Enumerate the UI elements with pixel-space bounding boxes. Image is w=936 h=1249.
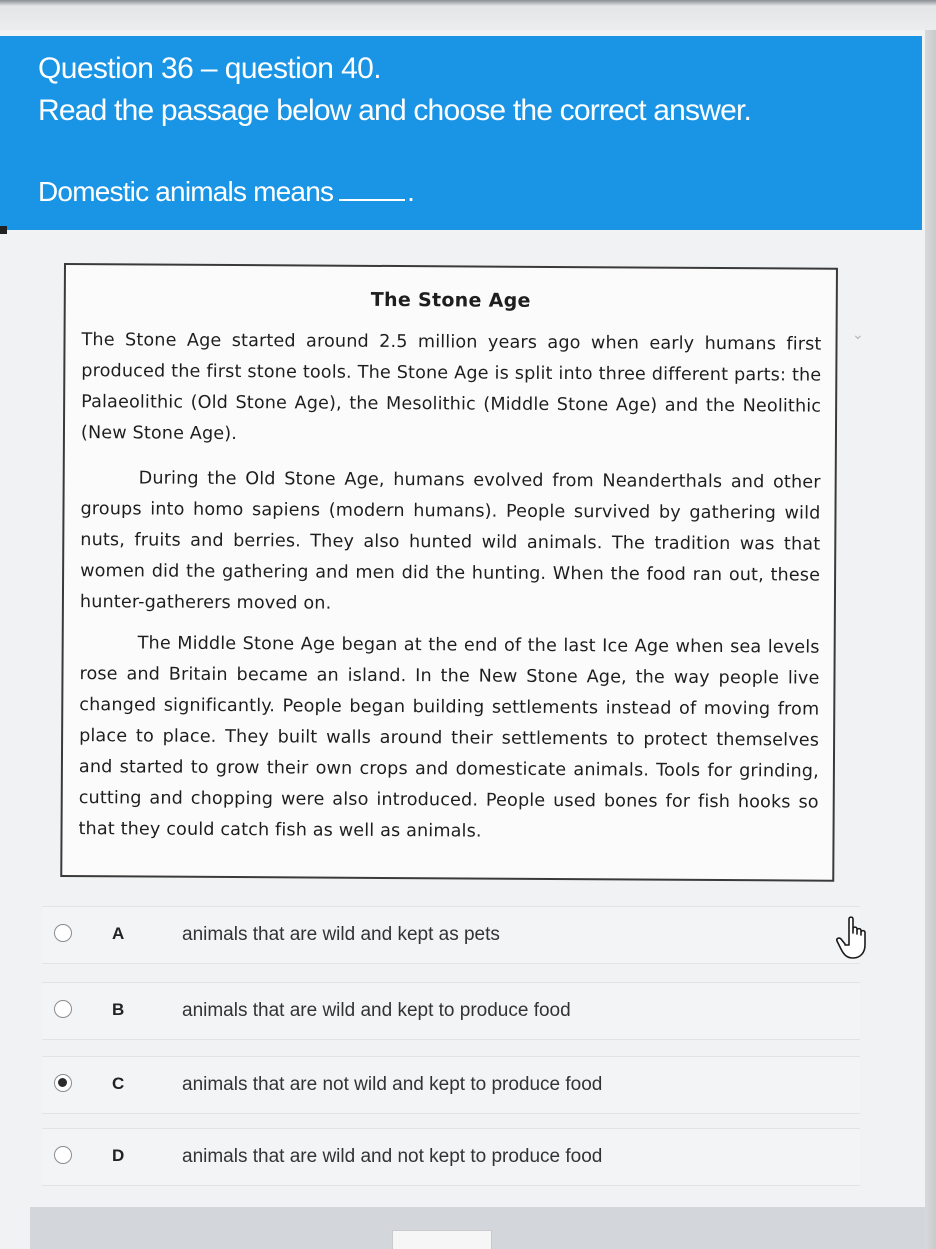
- question-prompt-text: Domestic animals means: [38, 176, 334, 207]
- hand-pointer-icon: [835, 915, 875, 961]
- option-d[interactable]: [42, 1128, 860, 1186]
- option-c-letter: C: [112, 1074, 125, 1093]
- option-b[interactable]: [42, 982, 860, 1040]
- answer-blank: [339, 177, 405, 201]
- option-b-letter: B: [112, 1000, 125, 1019]
- option-a-letter: A: [112, 924, 125, 943]
- reading-passage: [60, 263, 838, 882]
- option-a[interactable]: [42, 906, 860, 964]
- question-range: Question 36 – question 40.: [38, 52, 381, 85]
- option-a-text: animals that are wild and kept as pets: [182, 924, 500, 945]
- window-edge: [925, 30, 936, 1249]
- scroll-hint-icon: ⌄: [852, 327, 864, 343]
- passage-paragraph-2: During the Old Stone Age, humans evolved from Neanderthals and other groups into homo sapiens (modern humans). People survived by gathering wild nuts, fruits and berries. They also hunted wild animals. The tradition was that women did the gathering and men did the hunting. When the food ran out, these hunter-gatherers moved on.: [79, 468, 821, 614]
- option-c-text: animals that are not wild and kept to produce food: [182, 1074, 603, 1095]
- question-header: [0, 36, 922, 230]
- prompt-end: .: [407, 176, 415, 207]
- passage-title: The Stone Age: [370, 288, 531, 312]
- option-b-text: animals that are wild and kept to produce food: [182, 1000, 571, 1021]
- option-d-letter: D: [112, 1146, 125, 1165]
- option-d-radio[interactable]: [54, 1146, 72, 1164]
- question-instruction: Read the passage below and choose the correct answer.: [38, 94, 752, 127]
- option-c[interactable]: [42, 1056, 860, 1114]
- option-a-radio[interactable]: [54, 924, 72, 942]
- page-marker: [0, 226, 7, 234]
- option-c-radio[interactable]: [54, 1074, 72, 1092]
- option-d-text: animals that are wild and not kept to produce food: [182, 1146, 603, 1167]
- screen-bezel-top: [0, 0, 936, 30]
- footer-page-tab[interactable]: [392, 1230, 492, 1249]
- option-b-radio[interactable]: [54, 1000, 72, 1018]
- question-prompt: [38, 176, 414, 208]
- passage-paragraph-3: The Middle Stone Age began at the end of the last Ice Age when sea levels rose and Britain became an island. In the New Stone Age, the way people live changed significantly. People began building settlements instead of moving from place to place. They built walls around their settlements to protect themselves and started to grow their own crops and domesticate animals. Tools for grinding, cutting and chopping were also introduced. People used bones for fish hooks so that they could catch fish as well as animals.: [78, 633, 820, 842]
- passage-paragraph-1: The Stone Age started around 2.5 million years ago when early humans first produced the first stone tools. The Stone Age is split into three different parts: the Palaeolithic (Old Stone Age), the Mesolithic (Middle Stone Age) and the Neolithic (New Stone Age).: [80, 330, 822, 445]
